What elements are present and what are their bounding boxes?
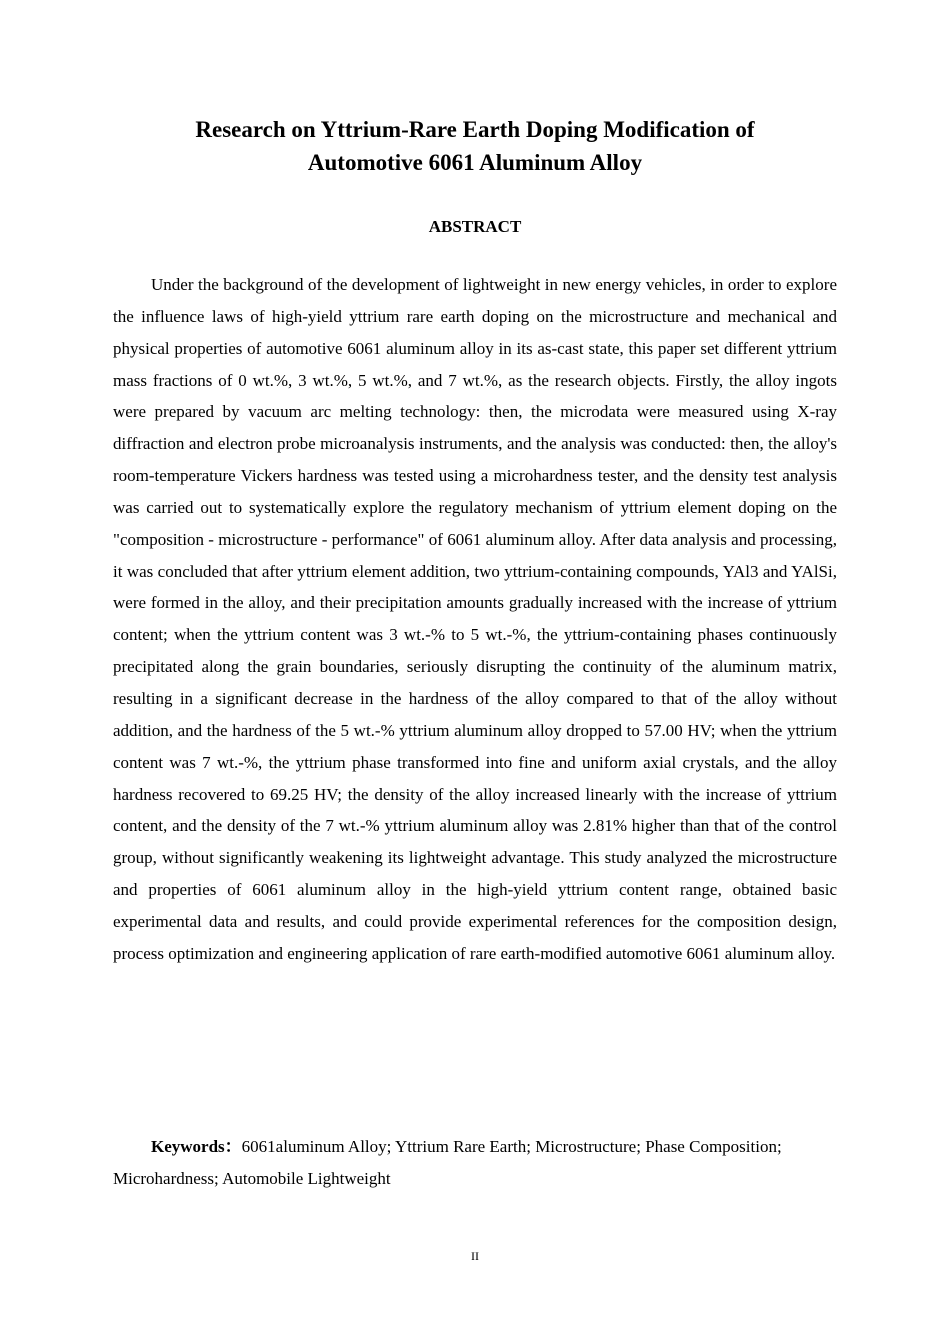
abstract-heading: ABSTRACT (428, 217, 522, 236)
paper-title (113, 113, 837, 179)
abstract-paragraph: Under the background of the development of lightweight in new energy vehicles, in order to explore the influence laws of high-yield yttrium rare earth doping on the microstructure and mechanical and physical properties of automotive 6061 aluminum alloy in its as-cast state, this paper set different yttrium mass fractions of 0 wt.%, 3 wt.%, 5 wt.%, and 7 wt.%, as the research objects. Firstly, the alloy ingots were prepared by vacuum arc melting technology: then, the microdata were measured using X-ray diffraction and electron probe microanalysis instruments, and the analysis was conducted: then, the alloy's room-temperature Vickers hardness was tested using a microhardness tester, and the density test analysis was carried out to systematically explore the regulatory mechanism of yttrium element doping on the "composition - microstructure - performance" of 6061 aluminum alloy. After data analysis and processing, it was concluded that after yttrium element addition, two yttrium-containing compounds, YAl3 and YAlSi, were formed in the alloy, and their precipitation amounts gradually increased with the increase of yttrium content; when the yttrium content was 3 wt.-% to 5 wt.-%, the yttrium-containing phases continuously precipitated along the grain boundaries, seriously disrupting the continuity of the aluminum matrix, resulting in a significant decrease in the hardness of the alloy compared to that of the alloy without addition, and the hardness of the 5 wt.-% yttrium aluminum alloy dropped to 57.00 HV; when the yttrium content was 7 wt.-%, the yttrium phase transformed into fine and uniform axial crystals, and the alloy hardness recovered to 69.25 HV; the density of the alloy increased linearly with the increase of yttrium content, and the density of the 7 wt.-% yttrium aluminum alloy was 2.81% higher than that of the control group, without significantly weakening its lightweight advantage. This study analyzed the microstructure and properties of 6061 aluminum alloy in the high-yield yttrium content range, obtained basic experimental data and results, and could provide experimental references for the composition design, process optimization and engineering application of rare earth-modified automotive 6061 aluminum alloy. (113, 275, 837, 963)
page-number: II (471, 1249, 479, 1263)
keywords-list: 6061aluminum Alloy; Yttrium Rare Earth; Microstructure; Phase Composition; Microhardness; Automobile Lightweight (113, 1137, 782, 1188)
paper-title-line-1: Research on Yttrium-Rare Earth Doping Modification of (195, 117, 755, 142)
keywords-label: Keywords： (151, 1137, 242, 1156)
paper-title-line-2: Automotive 6061 Aluminum Alloy (307, 150, 643, 175)
keywords-paragraph (113, 1131, 837, 1195)
